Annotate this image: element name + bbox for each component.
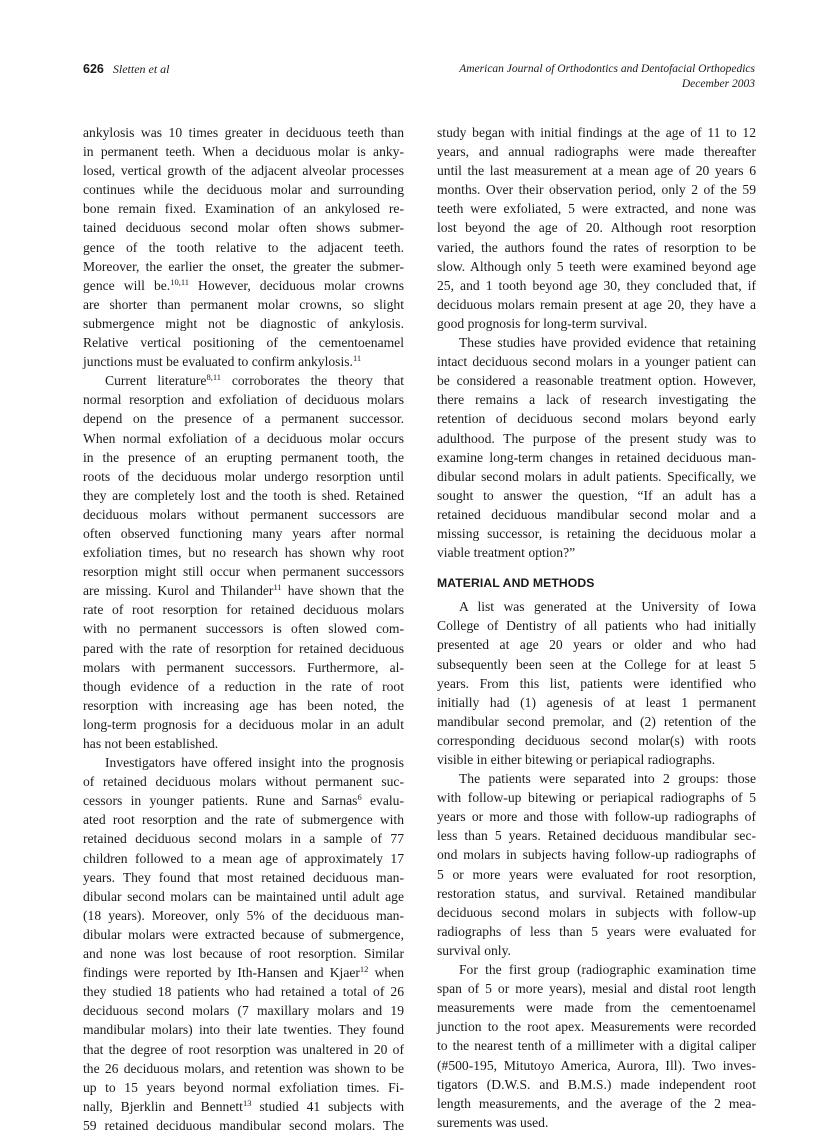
- text-line: often observed functioning many years after normal: [83, 525, 404, 541]
- text-line: varied, the authors found the rates of resorption to be: [437, 239, 756, 255]
- text-line: years. They found that most retained deciduous man-: [83, 869, 404, 885]
- text-line: Investigators have offered insight into the prognosis: [105, 755, 404, 771]
- running-author: Sletten et al: [112, 62, 170, 76]
- text-line: are missing. Kurol and Thilander$^{11}$ have shown that the: [83, 582, 405, 599]
- text-line: to the nearest tenth of a millimeter with a digital caliper: [437, 1038, 756, 1054]
- text-line: ankylosis was 10 times greater in deciduous teeth than: [83, 125, 404, 140]
- text-line: depend on the presence of a permanent successor.: [83, 411, 404, 427]
- text-line: dibular second molars can be maintained until adult age: [83, 888, 404, 904]
- citation-superscript: 11: [273, 582, 282, 593]
- text-line: Moreover, the earlier the onset, the greater the submer-: [83, 258, 404, 274]
- text-line: and none was lost because of root resorption. Similar: [83, 946, 404, 962]
- paragraph: [437, 123, 756, 333]
- text-line: Current literature$^{8,11}$ corroborates the theory that: [105, 372, 405, 389]
- text-line: examine long-term changes in retained deciduous man-: [437, 449, 756, 465]
- citation-superscript: 12: [359, 964, 369, 975]
- text-line: roots of the deciduous molar undergo resorption until: [83, 468, 404, 484]
- text-line: less than 5 years. Retained deciduous mandibular sec-: [437, 828, 756, 844]
- text-line: A list was generated at the University of Iowa: [459, 599, 756, 615]
- paragraph: [437, 960, 756, 1132]
- text-line: cessors in younger patients. Rune and Sarnas$^6$ evalu-: [83, 792, 404, 809]
- text-line: bone remain fixed. Examination of an ankylosed re-: [83, 201, 404, 217]
- text-line: are shorter than permanent molar crowns, so slight: [83, 296, 404, 312]
- text-line: gence of the tooth relative to the adjacent teeth.: [83, 239, 404, 255]
- text-line: 59 retained deciduous mandibular second molars. The: [83, 1117, 404, 1133]
- text-line: ond molars in subjects having follow-up radiographs of: [437, 847, 756, 863]
- text-line: junctions must be evaluated to confirm ankylosis.$^{11}$: [83, 353, 362, 370]
- text-line: 25, and 1 tooth beyond age 30, they concluded that, if: [437, 277, 756, 293]
- text-line: presented at age 20 years or older and who had: [437, 637, 756, 653]
- left-column: [83, 123, 404, 1135]
- right-column: [437, 123, 756, 1132]
- text-line: measurements were made from the cementoenamel: [437, 1000, 756, 1016]
- citation-superscript: 10,11: [170, 276, 189, 287]
- paragraph: [437, 597, 756, 769]
- text-line: submergence might not be diagnostic of ankylosis.: [83, 315, 404, 331]
- text-line: good prognosis for long-term survival.: [437, 315, 648, 331]
- text-line: has not been established.: [83, 736, 219, 751]
- paragraph: [83, 753, 404, 1135]
- text-line: that the degree of root resorption was unaltered in 20 of: [83, 1041, 404, 1057]
- text-line: For the first group (radiographic examination time: [459, 962, 756, 978]
- text-line: (18 years). Moreover, only 5% of the deciduous man-: [83, 907, 404, 923]
- text-line: span of 5 or more years), mesial and distal root length: [437, 981, 756, 997]
- text-line: the 26 deciduous molars, and retention was shown to be: [83, 1060, 404, 1076]
- text-line: ated root resorption and the rate of submergence with: [83, 812, 404, 828]
- text-line: survival only.: [437, 942, 511, 958]
- text-line: mandibular second premolar, and (2) retention of the: [437, 713, 756, 729]
- text-line: study began with initial findings at the age of 11 to 12: [437, 125, 756, 140]
- text-line: deciduous molars without permanent successors are: [83, 506, 404, 522]
- text-line: years, and annual radiographs were made thereafter: [437, 144, 756, 160]
- paragraph: [83, 371, 404, 753]
- text-line: years or more and those with follow-up radiographs of: [437, 809, 756, 825]
- text-line: viable treatment option?”: [437, 545, 576, 561]
- text-line: (#500-195, Mitutoyo America, Aurora, Ill). Two inves-: [437, 1057, 756, 1073]
- text-line: junction to the root apex. Measurements were recorded: [437, 1019, 756, 1035]
- text-line: retention of deciduous second molars beyond early: [437, 411, 756, 427]
- text-line: restoration status, and survival. Retained mandibular: [437, 885, 756, 901]
- text-line: gence will be.$^{10,11}$ However, deciduous molar crowns: [83, 276, 404, 293]
- citation-superscript: 6: [357, 792, 362, 803]
- text-line: up to 15 years beyond normal exfoliation times. Fi-: [83, 1079, 404, 1095]
- text-line: they studied 18 patients who had retained a total of 26: [83, 984, 404, 1000]
- text-line: tigators (D.W.S. and B.M.S.) made independent root: [437, 1076, 756, 1092]
- text-line: visible in either bitewing or periapical radiographs.: [437, 752, 716, 767]
- text-line: lost beyond the age of 20. Although root resorption: [437, 220, 756, 236]
- text-line: radiographs of less than 5 years were evaluated for: [437, 923, 756, 939]
- text-line: sought to answer the question, “If an adult has a: [437, 487, 756, 503]
- text-line: Relative vertical positioning of the cementoenamel: [83, 335, 404, 351]
- text-line: resorption with increasing age has been noted, the: [83, 697, 404, 713]
- text-line: with no permanent successors is often slowed com-: [83, 621, 404, 637]
- text-line: though evidence of a reduction in the rate of root: [83, 678, 404, 694]
- text-line: dibular molars were extracted because of submergence,: [83, 926, 404, 942]
- text-line: retained deciduous second molars in a sample of 77: [83, 831, 404, 847]
- issue-date: December 2003: [681, 78, 755, 90]
- text-line: months. Over their observation period, only 2 of the 59: [437, 182, 756, 198]
- text-line: molars with permanent successors. Furthermore, al-: [83, 659, 404, 675]
- page-number: 626: [83, 62, 104, 76]
- text-line: initially had (1) agenesis of at least 1 permanent: [437, 694, 756, 710]
- text-line: be considered a reasonable treatment option. However,: [437, 373, 756, 389]
- text-line: findings were reported by Ith-Hansen and Kjaer$^{12}$ when: [83, 964, 405, 981]
- text-line: years. From this list, patients were identified who: [437, 675, 756, 691]
- text-line: rate of root resorption for retained deciduous molars: [83, 602, 404, 618]
- text-line: teeth were exfoliated, 5 were extracted, and none was: [437, 201, 756, 217]
- text-line: adulthood. The purpose of the present study was to: [437, 430, 756, 446]
- citation-superscript: 13: [242, 1097, 252, 1108]
- text-line: long-term prognosis for a deciduous molar in an adult: [83, 716, 404, 732]
- text-line: slow. Although only 5 teeth were examined beyond age: [437, 258, 756, 274]
- text-line: deciduous second molars (7 maxillary molars and 19: [83, 1003, 404, 1019]
- text-line: deciduous molars remain present at age 20, they have a: [437, 296, 756, 312]
- text-line: with follow-up bitewing or periapical radiographs of 5: [437, 790, 756, 806]
- text-line: When normal exfoliation of a deciduous molar occurs: [83, 430, 404, 446]
- paragraph: [437, 769, 756, 960]
- text-line: they are completely lost and the tooth is shed. Retained: [83, 487, 404, 503]
- text-line: in the presence of an erupting permanent tooth, the: [83, 449, 404, 465]
- text-line: normal resorption and exfoliation of deciduous molars: [83, 392, 404, 408]
- text-line: mandibular molars) into their late twenties. They found: [83, 1022, 404, 1038]
- text-line: in permanent teeth. When a deciduous molar is anky-: [83, 144, 404, 160]
- citation-superscript: 8,11: [206, 372, 221, 383]
- text-line: of retained deciduous molars without permanent suc-: [83, 774, 404, 790]
- text-line: until the last measurement at a mean age of 20 years 6: [437, 163, 756, 179]
- text-line: exfoliation times, but no research has shown why root: [83, 545, 404, 561]
- text-line: The patients were separated into 2 groups: those: [459, 771, 756, 787]
- text-line: subsequently been seen at the College for at least 5: [437, 656, 756, 672]
- citation-superscript: 11: [352, 353, 362, 364]
- paragraph: [83, 123, 404, 371]
- running-header-right: [459, 62, 755, 92]
- text-line: These studies have provided evidence that retaining: [459, 335, 756, 351]
- text-line: continues while the deciduous molar and surrounding: [83, 182, 404, 198]
- section-heading: MATERIAL AND METHODS: [437, 576, 595, 591]
- text-line: length measurements, and the average of the 2 mea-: [437, 1095, 756, 1111]
- text-line: children followed to a mean age of approximately 17: [83, 850, 404, 866]
- text-line: there remains a lack of research investigating the: [437, 392, 756, 408]
- text-line: intact deciduous second molars in a younger patient can: [437, 354, 756, 370]
- text-line: resorption might still occur when permanent successors: [83, 564, 404, 580]
- journal-title: American Journal of Orthodontics and Dentofacial Orthopedics: [459, 63, 755, 75]
- text-line: surements was used.: [437, 1114, 549, 1130]
- text-line: dibular second molars in adult patients. Specifically, we: [437, 468, 756, 484]
- running-header-left: [83, 62, 170, 77]
- text-line: tained deciduous second molar often shows submer-: [83, 220, 404, 236]
- text-line: pared with the rate of resorption for retained deciduous: [83, 640, 404, 656]
- text-line: retained deciduous mandibular second molar and a: [437, 506, 756, 522]
- text-line: deciduous second molars in subjects with follow-up: [437, 904, 756, 920]
- text-line: nally, Bjerklin and Bennett$^{13}$ studied 41 subjects with: [83, 1097, 404, 1114]
- text-line: losed, vertical growth of the adjacent alveolar processes: [83, 163, 404, 179]
- text-line: 5 or more years were evaluated for root resorption,: [437, 866, 756, 882]
- text-line: missing successor, is retaining the deciduous molar a: [437, 525, 756, 541]
- paragraph: [437, 333, 756, 562]
- text-line: College of Dentistry of all patients who had initially: [437, 618, 756, 634]
- text-line: corresponding deciduous second molar(s) with roots: [437, 732, 756, 748]
